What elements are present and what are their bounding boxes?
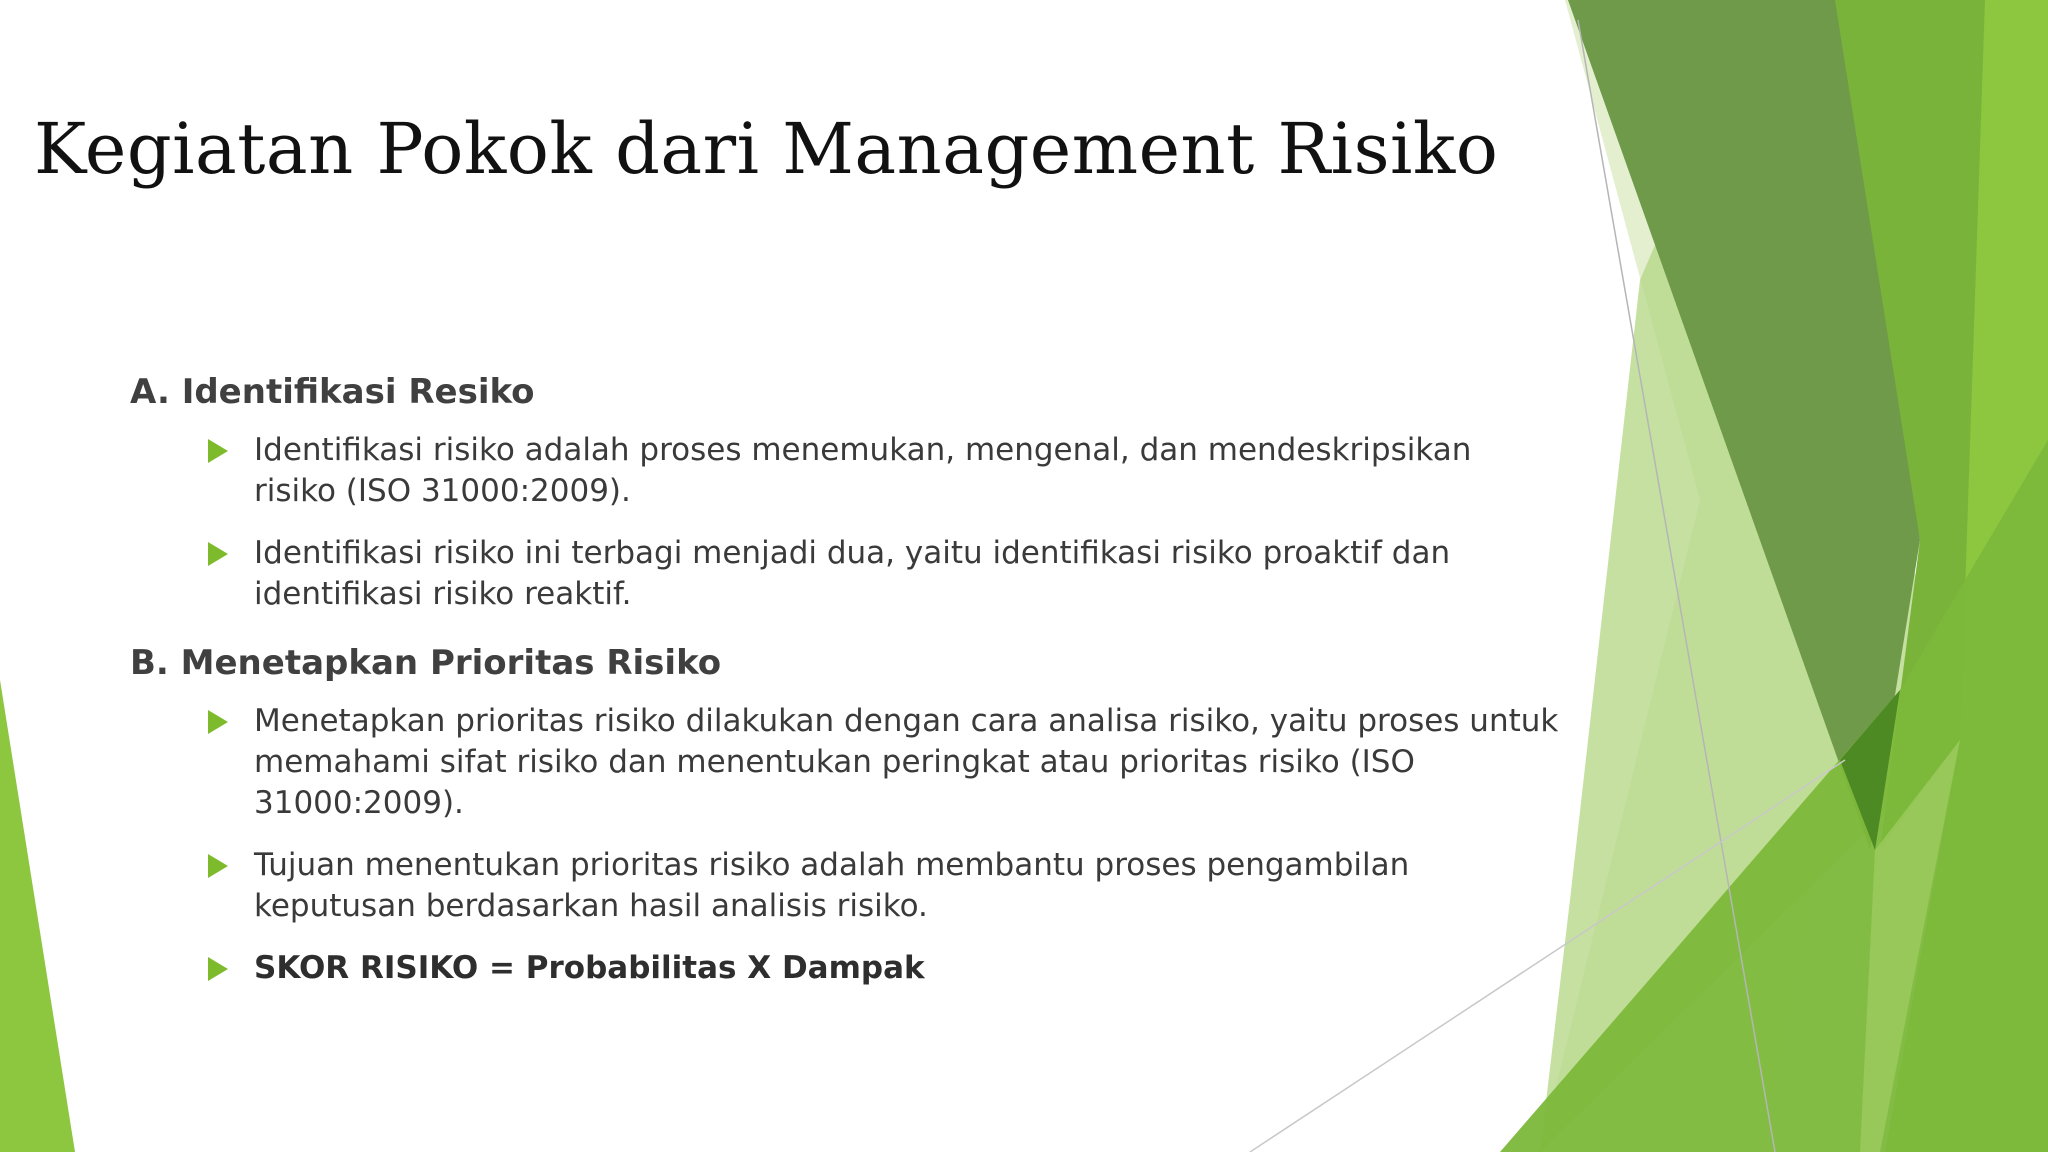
triangle-bullet-icon (208, 439, 228, 463)
section-identifikasi-resiko (130, 372, 1560, 615)
bullet-text: Identifikasi risiko adalah proses menemukan, mengenal, dan mendeskripsikan risiko (ISO 31000:2009). (254, 432, 1472, 509)
bullet-text: Identifikasi risiko ini terbagi menjadi dua, yaitu identifikasi risiko proaktif dan identifikasi risiko reaktif. (254, 535, 1451, 612)
bullet-text: Menetapkan prioritas risiko dilakukan dengan cara analisa risiko, yaitu proses untuk memahami sifat risiko dan menentukan peringkat atau prioritas risiko (ISO 31000:2009). (254, 703, 1559, 821)
triangle-bullet-icon (208, 710, 228, 734)
slide-title: Kegiatan Pokok dari Management Risiko (34, 108, 1499, 190)
list-item (130, 430, 1560, 512)
bullet-list (130, 701, 1560, 989)
list-item (130, 533, 1560, 615)
risk-score-formula: SKOR RISIKO = Probabilitas X Dampak (254, 950, 925, 986)
section-heading: A. Identifikasi Resiko (130, 372, 535, 412)
bullet-list (130, 430, 1560, 615)
triangle-bullet-icon (208, 854, 228, 878)
list-item (130, 948, 1560, 989)
section-heading: B. Menetapkan Prioritas Risiko (130, 643, 722, 683)
triangle-bullet-icon (208, 957, 228, 981)
section-prioritas-risiko (130, 643, 1560, 989)
left-green-sliver (0, 680, 75, 1152)
slide-content (130, 372, 1560, 1010)
list-item (130, 845, 1560, 927)
bullet-text: Tujuan menentukan prioritas risiko adalah membantu proses pengambilan keputusan berdasarkan hasil analisis risiko. (254, 847, 1410, 924)
list-item (130, 701, 1560, 824)
triangle-bullet-icon (208, 542, 228, 566)
